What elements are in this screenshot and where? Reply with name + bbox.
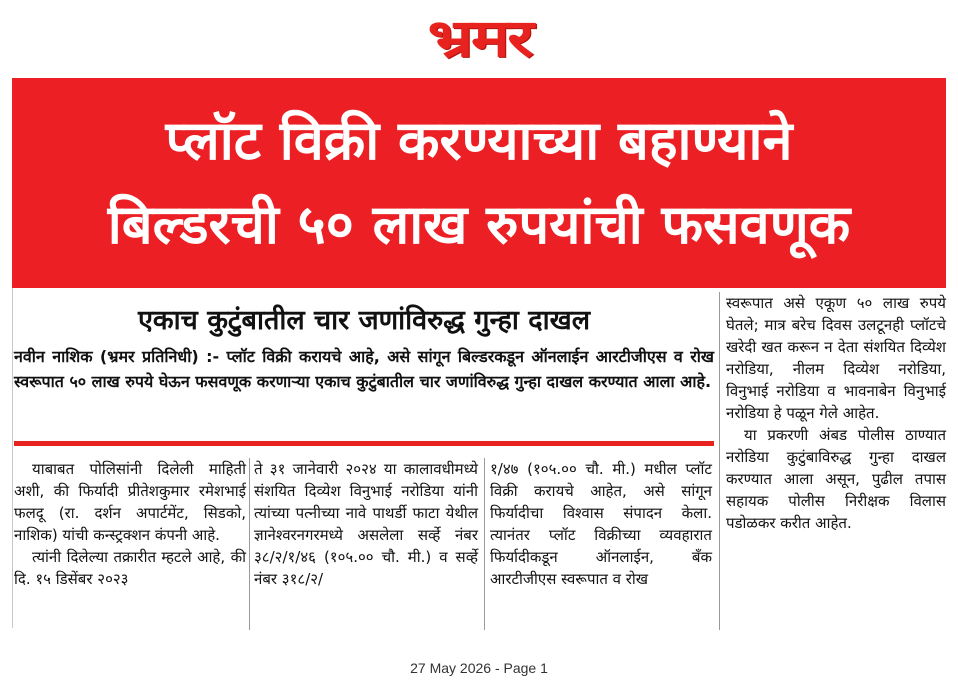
article-column-4 [726, 292, 946, 534]
subheadline: एकाच कुटुंबातील चार जणांविरुद्ध गुन्हा दाखल [137, 305, 591, 336]
column-2-paragraph-1: ते ३१ जानेवारी २०२४ या कालावधीमध्ये संशयित दिव्येश विनुभाई नरोडिया यांनी त्यांच्या पत्नीच्या नावे पाथर्डी फाटा येथील ज्ञानेश्वरनगरमध्ये असलेला सर्व्हे नंबर ३८/२/१/४६ (१०५.०० चौ. मी.) व सर्व्हे नंबर ३१८/२/ [254, 460, 478, 588]
column-4-paragraph-1: स्वरूपात असे एकूण ५० लाख रुपये घेतले; मात्र बरेच दिवस उलटूनही प्लॉटचे खरेदी खत करून न देता संशयित दिव्येश नरोडिया, नीलम दिव्येश नरोडिया, विनुभाई नरोडिया व भावनाबेन विनुभाई नरोडिया हे पळून गेले आहेत. [726, 294, 946, 422]
column-1-paragraph-1: याबाबत पोलिसांनी दिलेली माहिती अशी, की फिर्यादी प्रीतेशकुमार रमेशभाई फलदू (रा. दर्शन अपार्टमेंट, सिडको, नाशिक) यांची कन्स्ट्रक्शन कंपनी आहे. [14, 460, 246, 544]
article-column-2 [254, 458, 478, 590]
column-separator-1 [249, 458, 250, 630]
column-separator-3 [719, 292, 720, 630]
headline-line-2: बिल्डरची ५० लाख रुपयांची फसवणूक [107, 193, 851, 256]
red-divider [14, 441, 714, 446]
logo-text: भ्रमर [427, 8, 531, 69]
frame-left-border [12, 288, 13, 628]
column-4-paragraph-2: या प्रकरणी अंबड पोलीस ठाण्यात नरोडिया कुटुंबाविरुद्ध गुन्हा दाखल करण्यात आला असून, पुढील तपास सहायक पोलीस निरीक्षक विलास पडोळकर करीत आहेत. [726, 426, 946, 532]
page-footer: 27 May 2026 - Page 1 [410, 660, 548, 676]
article-column-1 [14, 458, 246, 590]
lead-text: प्लॉट विक्री करायचे आहे, असे सांगून बिल्डरकडून ऑनलाईन आरटीजीएस व रोख स्वरूपात ५० लाख रुपये घेऊन फसवणूक करणाऱ्या एकाच कुटुंबातील चार जणांविरुद्ध गुन्हा दाखल करण्यात आला आहे. [14, 347, 714, 391]
masthead-logo [0, 0, 958, 72]
lead-dateline: नवीन नाशिक (भ्रमर प्रतिनिधी) :- [14, 347, 220, 366]
column-1-paragraph-2: त्यांनी दिलेल्या तक्रारीत म्हटले आहे, की दि. १५ डिसेंबर २०२३ [14, 548, 246, 588]
headline-line-1: प्लॉट विक्री करण्याच्या बहाण्याने [165, 109, 793, 172]
lead-paragraph [14, 344, 714, 394]
column-3-paragraph-1: १/४७ (१०५.०० चौ. मी.) मधील प्लॉट विक्री करायचे आहेत, असे सांगून फिर्यादीचा विश्वास संपादन केला. त्यानंतर प्लॉट विक्रीच्या व्यवहारात फिर्यादीकडून ऑनलाईन, बँक आरटीजीएस स्वरूपात व रोख [490, 460, 712, 588]
article-column-3 [490, 458, 712, 590]
headline-banner [12, 78, 946, 288]
column-separator-2 [484, 458, 485, 630]
